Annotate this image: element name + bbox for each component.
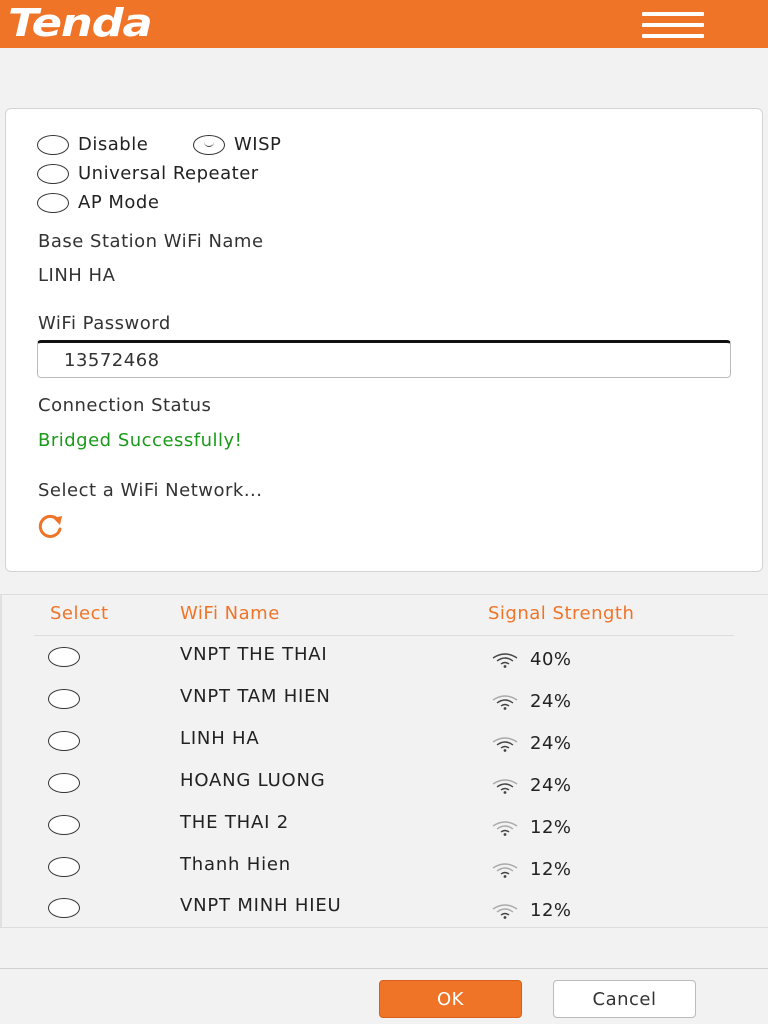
wifi-signal-icon <box>490 694 520 710</box>
wisp-label: WISP <box>234 134 282 155</box>
column-header-signal-strength: Signal Strength <box>488 603 635 624</box>
network-select-radio[interactable] <box>48 647 80 667</box>
wifi-signal-icon <box>490 736 520 752</box>
wifi-signal-icon <box>490 778 520 794</box>
signal-cell <box>490 900 572 921</box>
mode-option-universal-repeater[interactable] <box>37 163 259 184</box>
signal-strength-value: 12% <box>530 900 572 921</box>
network-select-radio[interactable] <box>48 689 80 709</box>
network-name: VNPT TAM HIEN <box>180 686 331 707</box>
select-network-label: Select a WiFi Network... <box>38 480 263 501</box>
signal-strength-value: 12% <box>530 859 572 880</box>
network-name: VNPT THE THAI <box>180 644 328 665</box>
column-header-select: Select <box>50 603 109 624</box>
signal-cell <box>490 649 572 670</box>
wifi-signal-icon <box>490 820 520 836</box>
network-name: VNPT MINH HIEU <box>180 895 342 916</box>
signal-strength-value: 24% <box>530 775 572 796</box>
ap-mode-radio[interactable] <box>37 193 69 213</box>
connection-status-value: Bridged Successfully! <box>38 430 243 451</box>
ok-button[interactable]: OK <box>379 980 522 1018</box>
signal-strength-value: 24% <box>530 691 572 712</box>
cancel-button[interactable]: Cancel <box>553 980 696 1018</box>
wifi-signal-icon <box>490 652 520 668</box>
table-row[interactable] <box>0 895 768 938</box>
table-row[interactable] <box>0 812 768 855</box>
wisp-radio[interactable] <box>193 135 225 155</box>
signal-cell <box>490 817 572 838</box>
base-station-value: LINH HA <box>38 265 116 286</box>
universal-repeater-label: Universal Repeater <box>78 163 259 184</box>
ap-mode-label: AP Mode <box>78 192 160 213</box>
wifi-password-input[interactable] <box>37 340 731 378</box>
footer-divider <box>0 968 768 969</box>
mode-option-wisp[interactable] <box>193 134 281 155</box>
tenda-logo: Tenda <box>8 1 152 45</box>
connection-status-label: Connection Status <box>38 395 212 416</box>
network-name: LINH HA <box>180 728 260 749</box>
signal-cell <box>490 775 572 796</box>
network-select-radio[interactable] <box>48 731 80 751</box>
network-select-radio[interactable] <box>48 773 80 793</box>
refresh-icon[interactable] <box>36 513 64 539</box>
network-select-radio[interactable] <box>48 815 80 835</box>
wifi-signal-icon <box>490 903 520 919</box>
wifi-network-table <box>0 594 768 928</box>
network-name: THE THAI 2 <box>180 812 289 833</box>
mode-option-disable[interactable] <box>37 134 148 155</box>
table-row[interactable] <box>0 644 768 687</box>
network-select-radio[interactable] <box>48 898 80 918</box>
table-row[interactable] <box>0 770 768 813</box>
wifi-signal-icon <box>490 862 520 878</box>
signal-cell <box>490 733 572 754</box>
signal-cell <box>490 859 572 880</box>
table-row[interactable] <box>0 854 768 897</box>
disable-radio[interactable] <box>37 135 69 155</box>
wifi-password-label: WiFi Password <box>38 313 171 334</box>
base-station-label: Base Station WiFi Name <box>38 231 264 252</box>
signal-strength-value: 40% <box>530 649 572 670</box>
mode-option-ap-mode[interactable] <box>37 192 159 213</box>
network-name: Thanh Hien <box>180 854 291 875</box>
network-select-radio[interactable] <box>48 857 80 877</box>
network-name: HOANG LUONG <box>180 770 326 791</box>
disable-label: Disable <box>78 134 149 155</box>
table-row[interactable] <box>0 728 768 771</box>
signal-strength-value: 12% <box>530 817 572 838</box>
signal-cell <box>490 691 572 712</box>
hamburger-menu-icon[interactable] <box>642 12 704 38</box>
universal-repeater-radio[interactable] <box>37 164 69 184</box>
signal-strength-value: 24% <box>530 733 572 754</box>
header-bar <box>0 0 768 48</box>
column-header-wifi-name: WiFi Name <box>180 603 280 624</box>
table-row[interactable] <box>0 686 768 729</box>
